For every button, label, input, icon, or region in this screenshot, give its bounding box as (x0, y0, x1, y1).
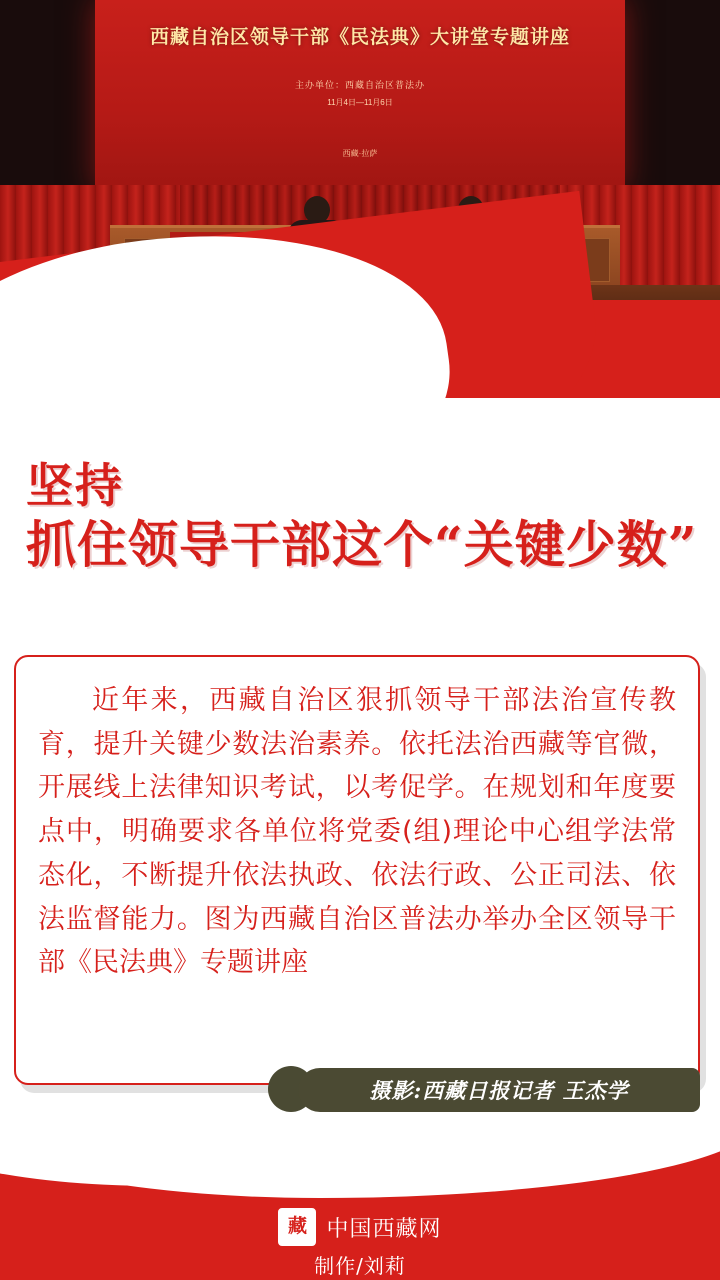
photo-credit-text: 摄影:西藏日报记者 王杰学 (369, 1078, 629, 1103)
screen-title: 西藏自治区领导干部《民法典》大讲堂专题讲座 (149, 26, 570, 48)
hall-wall-left (0, 0, 100, 200)
brand-name: 中国西藏网 (326, 1216, 442, 1242)
led-screen (95, 0, 625, 190)
screen-location: 西藏·拉萨 (342, 149, 378, 158)
brand-logo-icon: 藏 (278, 1208, 316, 1246)
body-card (14, 655, 700, 1085)
brand-row (0, 1208, 720, 1246)
photo-credit-bar (298, 1068, 700, 1112)
footer-content (0, 1208, 720, 1279)
hall-wall-right (620, 0, 720, 200)
screen-organizer: 主办单位：西藏自治区普法办 (294, 80, 425, 90)
producer-credit: 制作/刘莉 (314, 1254, 406, 1278)
headline-line-1: 坚持 (26, 459, 124, 514)
hero-photo (0, 0, 720, 430)
body-paragraph: 近年来，西藏自治区狠抓领导干部法治宣传教育，提升关键少数法治素养。依托法治西藏等官微，开展线上法律知识考试，以考促学。在规划和年度要点中，明确要求各单位将党委(组)理论中心组学法常态化，不断提升依法执政、依法行政、公正司法、依法监督能力。图为西藏自治区普法办举办全区领导干部《民法典》专题讲座 (38, 685, 676, 979)
photo-bottom-spacer (0, 398, 720, 430)
headline-line-2: 抓住领导干部这个“关键少数” (26, 515, 698, 575)
screen-dates: 11月4日—11月6日 (327, 98, 393, 107)
headline-block (0, 460, 720, 574)
